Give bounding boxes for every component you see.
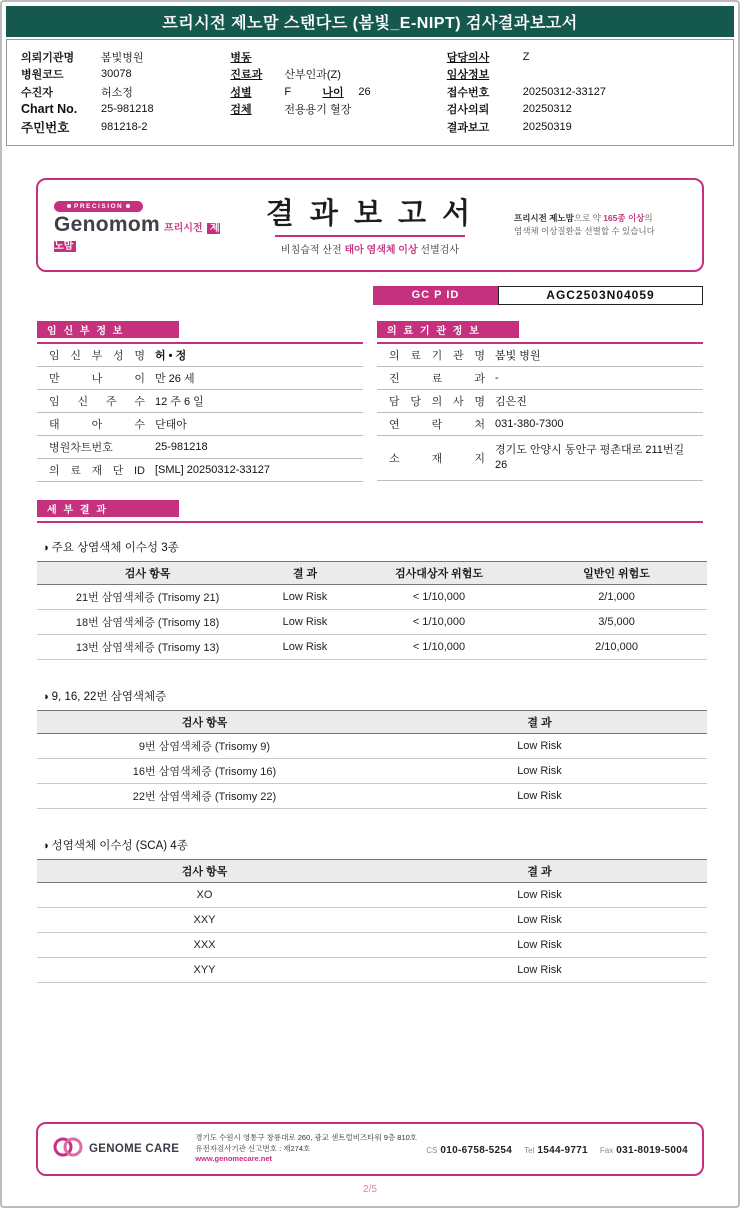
row-value: 031-380-7300	[495, 417, 564, 430]
pregnant-info-header: 임 신 부 정 보	[37, 321, 179, 338]
row-label: 의 료 재 단 ID	[49, 464, 145, 477]
clinic-info-header: 의 료 기 관 정 보	[377, 321, 519, 338]
footer-cs	[426, 1140, 512, 1158]
cell-result: Low Risk	[258, 584, 352, 609]
field-hospital-code	[21, 66, 230, 84]
cell-test-item: XO	[37, 882, 372, 907]
footer-address-block	[195, 1133, 417, 1165]
field-label: 의뢰기관명	[21, 51, 75, 64]
field-label: 병동	[230, 51, 252, 64]
col-subject-risk: 검사대상자 위험도	[352, 561, 526, 584]
genome-care-logo-icon	[52, 1135, 84, 1164]
patient-header-box	[6, 39, 734, 146]
patient-header-col-right	[447, 48, 719, 136]
subtitle-highlight: 태아 염색체 이상	[344, 245, 418, 256]
row-label: 병원차트번호	[49, 441, 113, 454]
col-population-risk: 일반인 위험도	[526, 561, 707, 584]
subtitle-prefix: 비침습적 산전	[280, 245, 345, 256]
field-value: 981218-2	[101, 120, 148, 133]
row-age	[37, 367, 363, 390]
cell-subject-risk: < 1/10,000	[352, 609, 526, 634]
autosome-trisomy-table	[37, 561, 707, 660]
row-value: 경기도 안양시 동안구 평촌대로 211번길 26	[495, 443, 685, 471]
table-row-trisomy16	[37, 758, 707, 783]
table-row-xyy	[37, 957, 707, 982]
row-foundation-id	[37, 459, 363, 482]
cell-result: Low Risk	[372, 907, 707, 932]
field-department	[230, 66, 446, 84]
row-doctor-name	[377, 390, 703, 413]
row-value: -	[495, 371, 499, 384]
tagline-highlight: 165종 이상	[603, 212, 645, 223]
report-subtitle	[275, 235, 465, 256]
cell-test-item: 9번 삼염색체증 (Trisomy 9)	[37, 733, 372, 758]
pregnant-info-section	[37, 321, 363, 482]
genomom-brand-logo	[54, 195, 226, 254]
detail-results-bar	[37, 500, 703, 523]
tagline-line1	[514, 212, 686, 225]
cell-result: Low Risk	[258, 634, 352, 659]
clinic-info-section	[377, 321, 703, 482]
cell-test-item: 18번 삼염색체증 (Trisomy 18)	[37, 609, 258, 634]
field-clinical-info	[447, 66, 719, 84]
footer-address-line1: 경기도 수원시 영통구 창룡대로 260, 광교 센트럴비즈타워 9층 810호	[195, 1133, 418, 1143]
row-label: 담 당 의 사 명	[389, 395, 485, 408]
field-label: 담당의사	[446, 51, 490, 64]
brand-name: Genomom	[54, 213, 160, 236]
footer-website-link[interactable]: www.genomecare.net	[195, 1154, 273, 1164]
section2-title	[42, 688, 698, 704]
field-label: Chart No.	[21, 102, 78, 117]
field-label-age: 나이	[322, 86, 344, 99]
other-trisomy-table	[37, 710, 707, 809]
field-label: 임상정보	[446, 69, 490, 82]
row-fetus-count	[37, 413, 363, 436]
tel-number: 1544-9771	[537, 1145, 588, 1156]
sca-table	[37, 859, 707, 983]
tagline-brand: 프리시전 제노맘	[514, 212, 574, 223]
table-header-row	[37, 561, 707, 584]
section1-title-text: 주요 상염색체 이수성 3종	[51, 541, 179, 554]
fax-label: Fax	[599, 1146, 614, 1155]
field-sex-age	[230, 83, 446, 101]
row-value: 봄빛 병원	[495, 349, 541, 362]
clinic-info-table	[377, 342, 703, 481]
table-row-xxy	[37, 907, 707, 932]
cs-label: CS	[426, 1146, 438, 1155]
row-label: 태 아 수	[49, 418, 145, 431]
report-tagline	[514, 212, 686, 238]
half-circle-bullet-icon: ◑	[42, 541, 49, 554]
pregnant-info-table	[37, 342, 363, 482]
field-referring-org	[21, 48, 230, 66]
section2-title-text: 9, 16, 22번 삼염색체증	[51, 690, 167, 703]
row-label: 만 나 이	[49, 372, 145, 385]
patient-header-col-middle	[230, 48, 446, 136]
field-specimen	[230, 101, 446, 119]
col-result: 결 과	[372, 859, 707, 882]
row-value: 12 주 6 일	[155, 395, 204, 408]
field-value: 허소정	[101, 86, 133, 99]
row-value: 허 • 정	[155, 349, 187, 362]
row-clinic-name	[377, 344, 703, 367]
footer-bar	[36, 1122, 704, 1176]
brand-kr-precision: 프리시전	[163, 223, 203, 234]
row-value: 25-981218	[155, 440, 208, 453]
field-doctor	[447, 48, 719, 66]
row-value: [SML] 20250312-33127	[155, 463, 270, 476]
cs-number: 010-6758-5254	[440, 1145, 513, 1156]
row-address	[377, 436, 703, 481]
cell-test-item: 13번 삼염색체증 (Trisomy 13)	[37, 634, 258, 659]
row-label: 소 재 지	[389, 452, 485, 465]
field-patient-name	[21, 83, 230, 101]
field-label: 주민번호	[21, 120, 70, 135]
field-ward	[230, 48, 446, 66]
cell-test-item: 16번 삼염색체증 (Trisomy 16)	[37, 758, 372, 783]
patient-header-col-left	[21, 48, 230, 136]
cell-result: Low Risk	[258, 609, 352, 634]
field-chart-no	[21, 101, 230, 119]
genome-care-logo-text: GENOME CARE	[89, 1143, 180, 1155]
row-mother-name	[37, 344, 363, 367]
gcpid-row	[37, 286, 703, 305]
row-contact	[377, 413, 703, 436]
col-test-item: 검사 항목	[37, 710, 372, 733]
field-label: 검사의뢰	[446, 104, 490, 117]
half-circle-bullet-icon: ◑	[42, 839, 49, 852]
field-label: 성별	[230, 86, 252, 99]
cell-population-risk: 2/10,000	[526, 634, 707, 659]
report-header-center	[226, 191, 514, 258]
section1-title	[42, 539, 698, 555]
subtitle-suffix: 선별검사	[417, 245, 460, 256]
table-header-row	[37, 710, 707, 733]
row-gestation-weeks	[37, 390, 363, 413]
field-value: 25-981218	[101, 103, 154, 116]
field-label: 병원코드	[21, 69, 64, 82]
cell-subject-risk: < 1/10,000	[352, 634, 526, 659]
section3-title-text: 성염색체 이수성 (SCA) 4종	[51, 839, 188, 852]
field-result-report-date	[447, 118, 719, 136]
cell-result: Low Risk	[372, 783, 707, 808]
field-label: 접수번호	[446, 86, 490, 99]
row-value: 단태아	[155, 418, 187, 431]
footer-fax	[600, 1140, 688, 1158]
report-main-title: 결 과 보 고 서	[265, 198, 475, 230]
field-label: 수진자	[21, 86, 53, 99]
tagline-suffix: 의	[644, 212, 653, 223]
field-value: 20250312	[522, 103, 572, 116]
row-hospital-chart-no	[37, 436, 363, 459]
cell-test-item: 21번 삼염색체증 (Trisomy 21)	[37, 584, 258, 609]
field-value: 산부인과(Z)	[284, 69, 341, 82]
footer-contacts	[426, 1140, 688, 1158]
field-receipt-no	[447, 83, 719, 101]
cell-result: Low Risk	[372, 932, 707, 957]
row-label: 임 신 주 수	[49, 395, 145, 408]
gcpid-label: GC P ID	[373, 286, 498, 305]
cell-test-item: XXX	[37, 932, 372, 957]
brand-kr-genomom: 제노맘	[54, 223, 220, 252]
row-label: 의 료 기 관 명	[389, 349, 485, 362]
row-label: 연 락 처	[389, 418, 485, 431]
cell-test-item: XYY	[37, 957, 372, 982]
field-label: 진료과	[230, 69, 263, 82]
detail-results-header: 세 부 결 과	[37, 500, 179, 517]
half-circle-bullet-icon: ◑	[42, 690, 49, 703]
report-title-bar	[6, 6, 734, 37]
field-test-request-date	[447, 101, 719, 119]
field-value: 30078	[101, 68, 132, 81]
precision-badge: PRECISION	[54, 201, 143, 212]
fax-number: 031-8019-5004	[616, 1145, 688, 1156]
page-number: 2/5	[363, 1184, 377, 1195]
report-title: 프리시전 제노맘 스탠다드 (봄빛_E-NIPT) 검사결과보고서	[162, 15, 578, 32]
row-value: 만 26 세	[155, 372, 195, 385]
table-row-trisomy9	[37, 733, 707, 758]
table-row-trisomy21	[37, 584, 707, 609]
cell-population-risk: 2/1,000	[526, 584, 707, 609]
table-row-xo	[37, 882, 707, 907]
gcpid-value: AGC2503N04059	[498, 286, 703, 305]
col-test-item: 검사 항목	[37, 859, 372, 882]
table-header-row	[37, 859, 707, 882]
field-value-age: 26	[358, 85, 371, 98]
table-row-xxx	[37, 932, 707, 957]
col-result: 결 과	[258, 561, 352, 584]
col-result: 결 과	[372, 710, 707, 733]
footer-address-line2: 유전자검사기관 신고번호 : 제274호	[195, 1143, 311, 1153]
footer-tel	[524, 1140, 588, 1158]
cell-result: Low Risk	[372, 957, 707, 982]
field-value: 봄빛병원	[101, 51, 144, 64]
field-value-sex: F	[284, 85, 292, 98]
field-value: Z	[522, 50, 530, 63]
cell-test-item: 22번 삼염색체증 (Trisomy 22)	[37, 783, 372, 808]
tagline-mid: 으로 약	[573, 212, 604, 223]
section3-title	[42, 837, 698, 853]
tagline-line2: 염색체 이상질환을 선별할 수 있습니다	[514, 225, 655, 236]
info-grid	[37, 321, 703, 482]
cell-subject-risk: < 1/10,000	[352, 584, 526, 609]
field-value: 20250312-33127	[522, 85, 606, 98]
table-row-trisomy18	[37, 609, 707, 634]
field-label: 검체	[230, 104, 252, 117]
field-label: 결과보고	[446, 121, 490, 134]
report-header-banner	[36, 178, 704, 272]
field-value: 전용용기 혈장	[284, 104, 352, 117]
row-label: 임 신 부 성 명	[49, 349, 145, 362]
cell-result: Low Risk	[372, 758, 707, 783]
col-test-item: 검사 항목	[37, 561, 258, 584]
row-label: 진 료 과	[389, 372, 485, 385]
row-value: 김은진	[495, 395, 527, 408]
row-clinic-department	[377, 367, 703, 390]
field-resident-no	[21, 118, 230, 136]
table-row-trisomy22	[37, 783, 707, 808]
field-value: 20250319	[522, 120, 572, 133]
tel-label: Tel	[524, 1146, 535, 1155]
cell-result: Low Risk	[372, 733, 707, 758]
table-row-trisomy13	[37, 634, 707, 659]
cell-result: Low Risk	[372, 882, 707, 907]
cell-test-item: XXY	[37, 907, 372, 932]
cell-population-risk: 3/5,000	[526, 609, 707, 634]
